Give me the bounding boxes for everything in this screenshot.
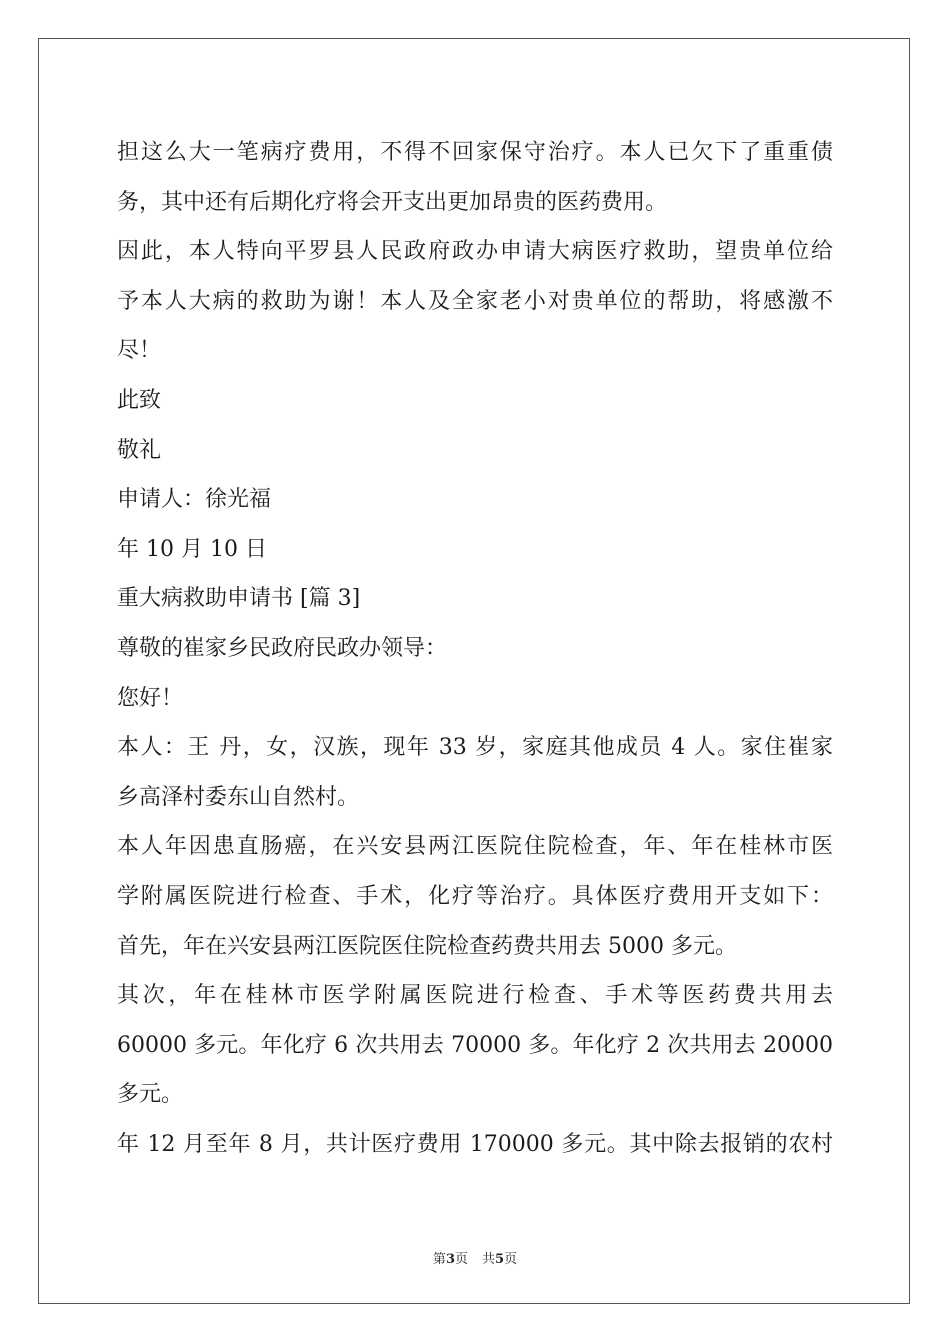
text-line: 务，其中还有后期化疗将会开支出更加昂贵的医药费用。 [117,189,668,215]
text-line: 予本人大病的救助为谢！本人及全家老小对贵单位的帮助，将感激不 [117,288,833,314]
text-line: 本人：王 丹，女，汉族，现年 33 岁，家庭其他成员 4 人。家住崔家 [117,735,833,761]
document-body [117,128,833,1169]
page-total: 共5页 [482,1252,518,1267]
text-line: 本人年因患直肠癌，在兴安县两江医院住院检查，年、年在桂林市医 [117,834,833,860]
text-line: 乡高泽村委东山自然村。 [117,784,360,810]
closing-regards: 敬礼 [117,437,162,463]
text-line: 年 12 月至年 8 月，共计医疗费用 170000 多元。其中除去报销的农村 [117,1131,833,1157]
letter-greeting: 您好！ [117,685,184,711]
text-line: 学附属医院进行检查、手术，化疗等治疗。具体医疗费用开支如下： [117,883,833,909]
letter-date: 年 10 月 10 日 [117,536,267,562]
text-line: 尽！ [117,338,162,364]
text-line: 担这么大一笔病疗费用，不得不回家保守治疗。本人已欠下了重重债 [117,140,833,165]
page-number: 第3页 [432,1252,468,1267]
closing-salutation: 此致 [117,387,162,413]
page-footer [0,1248,950,1267]
letter-addressee: 尊敬的崔家乡民政府民政办领导： [117,635,448,661]
text-line: 60000 多元。年化疗 6 次共用去 70000 多。年化疗 2 次共用去 20000 [117,1032,833,1058]
applicant-signature: 申请人：徐光福 [117,487,272,513]
text-line: 首先，年在兴安县两江医院医住院检查药费共用去 5000 多元。 [117,933,737,959]
text-line: 因此，本人特向平罗县人民政府政办申请大病医疗救助，望贵单位给 [117,239,833,265]
section-title: 重大病救助申请书 [篇 3] [117,586,361,612]
text-line: 其次，年在桂林市医学附属医院进行检查、手术等医药费共用去 [117,983,833,1009]
text-line: 多元。 [117,1082,184,1108]
